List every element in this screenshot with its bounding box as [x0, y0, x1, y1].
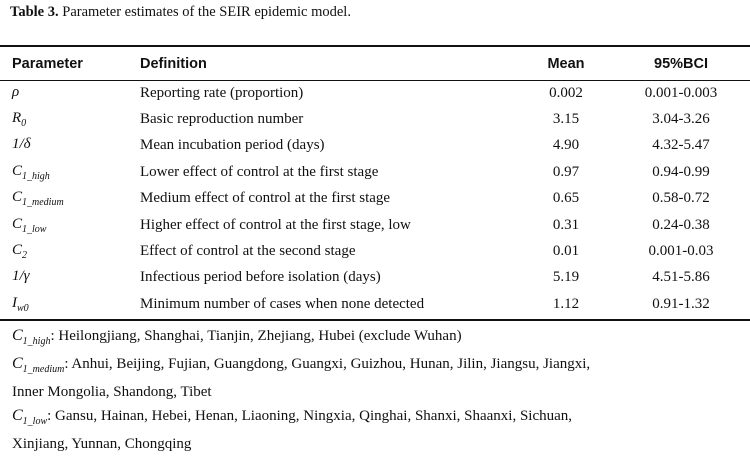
param-symbol-main: I [12, 294, 17, 311]
param-definition: Infectious period before isolation (days) [140, 269, 381, 286]
table-row [0, 186, 750, 212]
footnote-medium [12, 353, 740, 403]
param-definition: Lower effect of control at the first stage [140, 163, 379, 180]
header-definition: Definition [140, 56, 207, 72]
table-row [0, 238, 750, 264]
table-caption [10, 4, 351, 21]
param-symbol-sub: 1_high [22, 170, 50, 182]
param-mean: 0.002 [549, 84, 583, 101]
footnote-symbol [12, 327, 51, 348]
footnote-high [12, 325, 740, 353]
param-bci: 0.91-1.32 [652, 295, 710, 312]
param-definition: Basic reproduction number [140, 111, 304, 128]
top-rule [0, 45, 750, 47]
param-mean: 4.90 [552, 137, 580, 154]
table-row [0, 265, 750, 291]
footnote-text: : Heilongjiang, Shanghai, Tianjin, Zhejiang, Hubei (exclude Wuhan) [50, 328, 462, 344]
param-definition: Reporting rate (proportion) [140, 84, 304, 101]
param-symbol-main: R [12, 110, 22, 127]
header-parameter: Parameter [12, 56, 83, 72]
caption-label: Table 3. [10, 4, 59, 20]
param-symbol-sub: 1_low [22, 223, 47, 235]
footnote-symbol-main: C [12, 355, 23, 372]
table-row [0, 106, 750, 132]
param-definition: Mean incubation period (days) [140, 137, 325, 154]
param-symbol-main: C [12, 189, 23, 206]
param-symbol [0, 238, 140, 264]
param-definition: Medium effect of control at the first stage [140, 190, 391, 207]
param-bci: 0.24-0.38 [652, 216, 710, 233]
param-symbol-sub: w0 [17, 302, 29, 314]
param-symbol-main: C [12, 215, 23, 232]
param-symbol-main: 1/γ [12, 268, 30, 285]
param-definition: Minimum number of cases when none detected [140, 295, 425, 312]
param-symbol-main: C [12, 242, 23, 259]
param-symbol-sub: 1_medium [22, 197, 64, 209]
param-symbol-main: C [12, 162, 23, 179]
param-definition: Higher effect of control at the first stage, low [140, 216, 411, 233]
footnote-symbol [12, 355, 65, 376]
parameter-table [0, 48, 750, 318]
param-symbol-sub: 0 [21, 118, 27, 130]
param-bci: 0.94-0.99 [652, 163, 710, 180]
param-symbol-sub: 2 [22, 250, 28, 262]
footnote-symbol-sub: 1_low [22, 416, 48, 428]
table-row [0, 291, 750, 317]
param-symbol [0, 212, 140, 238]
header-bci: 95%BCI [654, 56, 708, 72]
table-row [0, 133, 750, 159]
caption-text: Parameter estimates of the SEIR epidemic model. [62, 4, 351, 20]
param-bci: 4.32-5.47 [652, 137, 710, 154]
param-mean: 5.19 [552, 269, 580, 286]
param-symbol-main: ρ [12, 83, 20, 100]
param-symbol [0, 186, 140, 212]
param-symbol [0, 265, 140, 291]
footnote-symbol-sub: 1_high [22, 336, 51, 348]
footnote-low [12, 405, 740, 455]
param-symbol [0, 80, 140, 106]
param-symbol [0, 159, 140, 185]
param-mean: 0.31 [552, 216, 580, 233]
param-bci: 0.58-0.72 [652, 190, 710, 207]
param-symbol [0, 106, 140, 132]
param-symbol [0, 291, 140, 317]
footnote-symbol [12, 407, 48, 428]
table-row [0, 80, 750, 106]
footnote-text: : Anhui, Beijing, Fujian, Guangdong, Guangxi, Guizhou, Hunan, Jilin, Jiangsu, Jiangxi, [64, 356, 591, 372]
footnote-text-continued: Xinjiang, Yunnan, Chongqing [12, 436, 192, 453]
footnote-symbol-main: C [12, 327, 23, 344]
footnote-text: : Gansu, Hainan, Hebei, Henan, Liaoning, Ningxia, Qinghai, Shanxi, Shaanxi, Sichuan, [47, 408, 573, 424]
param-mean: 1.12 [552, 295, 580, 312]
table-row [0, 212, 750, 238]
param-symbol [0, 133, 140, 159]
param-bci: 0.001-0.03 [648, 243, 714, 260]
footnote-symbol-sub: 1_medium [22, 364, 65, 376]
param-bci: 0.001-0.003 [644, 84, 718, 101]
param-bci: 3.04-3.26 [652, 111, 710, 128]
param-mean: 0.01 [552, 243, 580, 260]
header-mean: Mean [547, 56, 585, 72]
bottom-rule [0, 319, 750, 321]
param-definition: Effect of control at the second stage [140, 243, 356, 260]
param-mean: 3.15 [552, 111, 580, 128]
param-mean: 0.65 [552, 190, 580, 207]
footnote-symbol-main: C [12, 407, 23, 424]
table-row [0, 159, 750, 185]
footnote-text-continued: Inner Mongolia, Shandong, Tibet [12, 384, 212, 401]
header-row [0, 48, 750, 80]
param-symbol-main: 1/δ [12, 136, 31, 153]
param-bci: 4.51-5.86 [652, 269, 710, 286]
param-mean: 0.97 [552, 163, 580, 180]
